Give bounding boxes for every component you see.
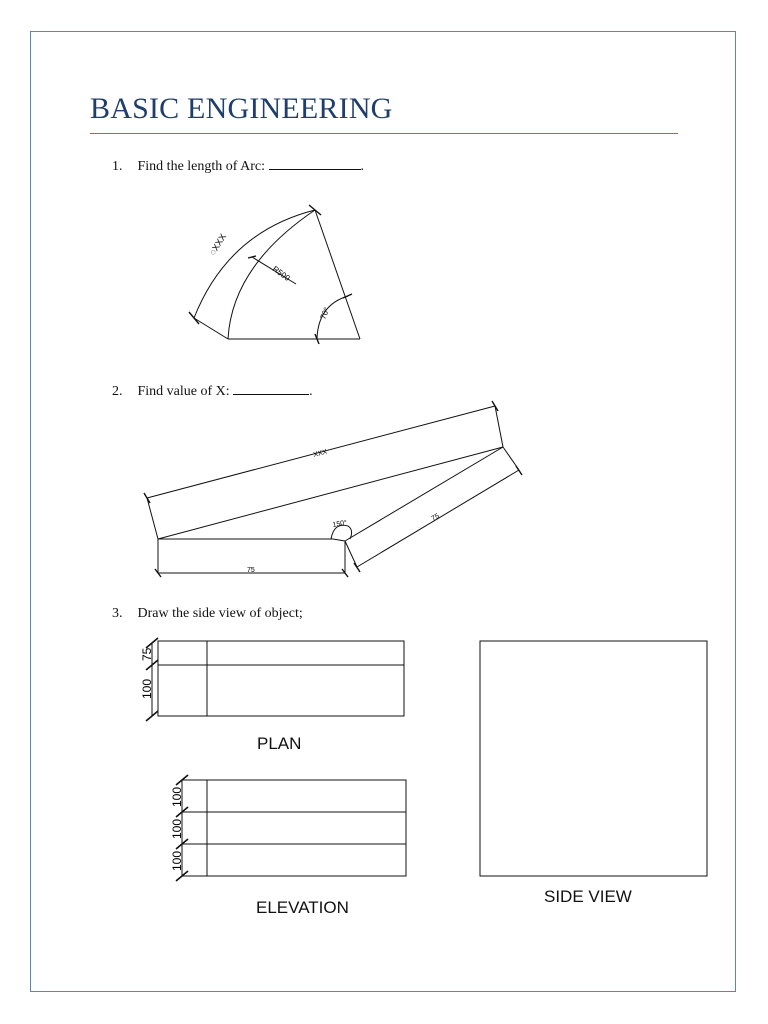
elevation-dim-100-mid: 100 [170,818,184,839]
arc-length-label: ◌XXX [207,231,229,258]
base-dim-label: 75 [247,567,255,574]
question-3-text: Draw the side view of object; [137,606,303,621]
side-view-box [480,641,707,876]
elevation-dim-100-bottom: 100 [170,850,184,871]
plan-outline [158,641,404,716]
top-dim-label: XXX [312,448,329,459]
elevation-dim-100-top: 100 [170,786,184,807]
elevation-outline [182,780,406,876]
question-2-number: 2. [112,384,123,399]
radius-label: R500 [270,264,292,283]
question-1-number: 1. [112,159,123,174]
plan-label: PLAN [257,734,302,753]
question-1-end: . [360,159,365,174]
plan-dim-100: 100 [140,678,154,699]
question-1-text: Find the length of Arc: [137,159,266,174]
side-view-label: SIDE VIEW [544,887,632,906]
plan-dim-75: 75 [140,647,154,661]
question-2-text: Find value of X: [137,384,230,399]
right-dim-label: 75 [430,512,441,523]
sector-angle-label: 70° [318,306,332,321]
elevation-label: ELEVATION [256,898,349,917]
question-3-number: 3. [112,606,123,621]
page-title: BASIC ENGINEERING [90,92,393,125]
angle-150-label: 150° [332,519,348,529]
question-2-end: . [309,384,313,399]
